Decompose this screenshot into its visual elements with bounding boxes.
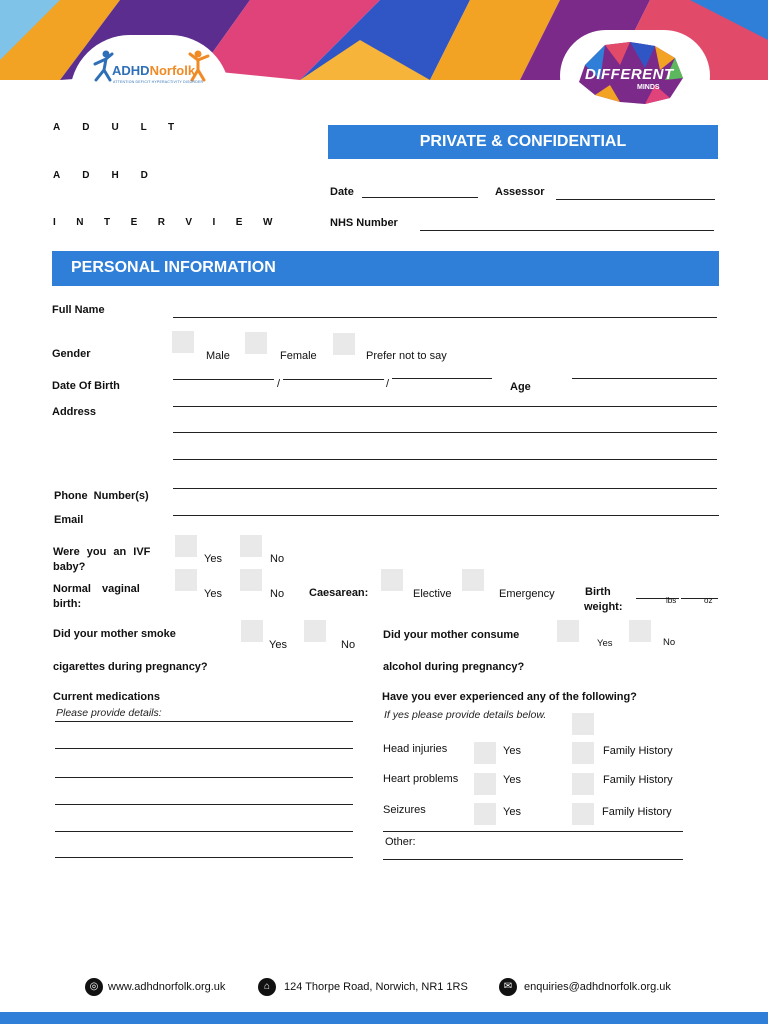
gender-female-label: Female bbox=[280, 350, 317, 362]
experienced-label: Have you ever experienced any of the following? bbox=[382, 691, 637, 703]
head-injuries-yes-label: Yes bbox=[503, 745, 521, 757]
phone-field[interactable] bbox=[173, 488, 717, 489]
seizures-family-checkbox[interactable] bbox=[572, 803, 594, 825]
gender-female-checkbox[interactable] bbox=[245, 332, 267, 354]
nhs-number-field[interactable] bbox=[420, 230, 714, 231]
logo-tagline: ATTENTION DEFICIT HYPERACTIVITY DISORDER bbox=[113, 80, 204, 84]
globe-icon: ◎ bbox=[85, 978, 103, 996]
address-line-2[interactable] bbox=[173, 432, 717, 433]
smoke-label-line2: cigarettes during pregnancy? bbox=[53, 661, 208, 673]
seizures-yes-checkbox[interactable] bbox=[474, 803, 496, 825]
gender-prefer-not-checkbox[interactable] bbox=[333, 333, 355, 355]
address-line-3[interactable] bbox=[173, 459, 717, 460]
smoke-no-checkbox[interactable] bbox=[304, 620, 326, 642]
footer-address: 124 Thorpe Road, Norwich, NR1 1RS bbox=[284, 981, 468, 993]
full-name-label: Full Name bbox=[52, 304, 105, 316]
ivf-no-checkbox[interactable] bbox=[240, 535, 262, 557]
alcohol-no-label: No bbox=[663, 637, 676, 648]
heart-problems-yes-checkbox[interactable] bbox=[474, 773, 496, 795]
ivf-no-label: No bbox=[270, 553, 285, 565]
confidential-header: PRIVATE & CONFIDENTIAL bbox=[328, 125, 718, 159]
dob-year-field[interactable] bbox=[392, 378, 492, 379]
smoke-no-label: No bbox=[341, 639, 356, 651]
address-line-1[interactable] bbox=[173, 406, 717, 407]
heart-problems-family-label: Family History bbox=[603, 774, 673, 786]
phone-label: Phone Number(s) bbox=[54, 490, 149, 502]
gender-prefer-not-label: Prefer not to say bbox=[366, 350, 447, 362]
birth-weight-line2: weight: bbox=[584, 601, 623, 613]
normal-birth-no-checkbox[interactable] bbox=[240, 569, 262, 591]
footer-website[interactable]: www.adhdnorfolk.org.uk bbox=[108, 981, 226, 993]
title-word-adult: ADULT bbox=[53, 122, 197, 133]
dob-slash: / bbox=[277, 378, 281, 390]
smoke-yes-checkbox[interactable] bbox=[241, 620, 263, 642]
home-icon: ⌂ bbox=[258, 978, 276, 996]
nhs-label: NHS Number bbox=[330, 217, 398, 229]
other-field[interactable] bbox=[383, 859, 683, 860]
age-field[interactable] bbox=[572, 378, 717, 379]
medications-line-1[interactable] bbox=[55, 721, 353, 722]
email-label: Email bbox=[54, 514, 84, 526]
smoke-label-line1: Did your mother smoke bbox=[53, 628, 176, 640]
head-injuries-label: Head injuries bbox=[383, 743, 448, 755]
heart-problems-label: Heart problems bbox=[383, 773, 459, 785]
seizures-yes-label: Yes bbox=[503, 806, 521, 818]
caesarean-label: Caesarean: bbox=[309, 587, 369, 599]
title-word-adhd: ADHD bbox=[53, 170, 170, 181]
email-field[interactable] bbox=[173, 515, 719, 516]
assessor-label: Assessor bbox=[495, 186, 545, 198]
alcohol-label-line1: Did your mother consume bbox=[383, 629, 520, 641]
ivf-label-line2: baby? bbox=[53, 561, 86, 573]
lbs-unit: lbs bbox=[666, 596, 677, 605]
age-label: Age bbox=[510, 381, 531, 393]
birth-weight-line1: Birth bbox=[585, 586, 611, 598]
section-header: PERSONAL INFORMATION bbox=[52, 251, 719, 286]
full-name-field[interactable] bbox=[173, 317, 717, 318]
normal-birth-line2: birth: bbox=[53, 598, 82, 610]
address-label: Address bbox=[52, 406, 97, 418]
dob-month-field[interactable] bbox=[283, 379, 384, 380]
normal-birth-no-label: No bbox=[270, 588, 285, 600]
normal-birth-yes-label: Yes bbox=[204, 588, 222, 600]
footer-email[interactable]: enquiries@adhdnorfolk.org.uk bbox=[524, 981, 671, 993]
smoke-yes-label: Yes bbox=[269, 639, 287, 651]
heart-problems-family-checkbox[interactable] bbox=[572, 773, 594, 795]
footer-strip bbox=[0, 1012, 768, 1024]
medications-hint: Please provide details: bbox=[56, 707, 162, 719]
seizures-family-label: Family History bbox=[602, 806, 672, 818]
other-label: Other: bbox=[385, 836, 416, 848]
dob-slash: / bbox=[386, 378, 390, 390]
logo-right-title: DIFFERENT bbox=[585, 66, 674, 83]
experienced-checkbox[interactable] bbox=[572, 713, 594, 735]
gender-male-checkbox[interactable] bbox=[172, 331, 194, 353]
assessor-field[interactable] bbox=[556, 199, 715, 200]
gender-male-label: Male bbox=[206, 350, 230, 362]
logo-left-text: ADHDNorfolk bbox=[112, 63, 196, 78]
medications-label: Current medications bbox=[53, 691, 160, 703]
alcohol-yes-checkbox[interactable] bbox=[557, 620, 579, 642]
title-word-interview: INTERVIEW bbox=[53, 217, 293, 228]
caesarean-emergency-checkbox[interactable] bbox=[462, 569, 484, 591]
experienced-hint: If yes please provide details below. bbox=[384, 709, 547, 721]
alcohol-yes-label: Yes bbox=[597, 638, 613, 649]
medications-line-6[interactable] bbox=[55, 857, 353, 858]
person-icon bbox=[92, 50, 114, 87]
date-label: Date bbox=[330, 186, 354, 198]
logo-right-sub: MINDS bbox=[637, 84, 660, 91]
alcohol-label-line2: alcohol during pregnancy? bbox=[383, 661, 525, 673]
ivf-label-line1: Were you an IVF bbox=[53, 546, 151, 558]
caesarean-emergency-label: Emergency bbox=[499, 588, 555, 600]
gender-label: Gender bbox=[52, 348, 91, 360]
medications-line-3[interactable] bbox=[55, 777, 353, 778]
ivf-yes-label: Yes bbox=[204, 553, 222, 565]
dob-label: Date Of Birth bbox=[52, 380, 120, 392]
head-injuries-family-label: Family History bbox=[603, 745, 673, 757]
mail-icon: ✉ bbox=[499, 978, 517, 996]
head-injuries-yes-checkbox[interactable] bbox=[474, 742, 496, 764]
head-injuries-family-checkbox[interactable] bbox=[572, 742, 594, 764]
ivf-yes-checkbox[interactable] bbox=[175, 535, 197, 557]
heart-problems-yes-label: Yes bbox=[503, 774, 521, 786]
alcohol-no-checkbox[interactable] bbox=[629, 620, 651, 642]
date-field[interactable] bbox=[362, 197, 478, 198]
caesarean-elective-checkbox[interactable] bbox=[381, 569, 403, 591]
medications-line-4[interactable] bbox=[55, 804, 353, 805]
seizures-label: Seizures bbox=[383, 804, 426, 816]
dob-day-field[interactable] bbox=[173, 379, 274, 380]
medications-line-2[interactable] bbox=[55, 748, 353, 749]
caesarean-elective-label: Elective bbox=[413, 588, 452, 600]
oz-unit: oz bbox=[704, 596, 713, 605]
medications-line-5[interactable] bbox=[55, 831, 353, 832]
normal-birth-yes-checkbox[interactable] bbox=[175, 569, 197, 591]
normal-birth-line1: Normal vaginal bbox=[53, 583, 140, 595]
conditions-divider bbox=[383, 831, 683, 832]
